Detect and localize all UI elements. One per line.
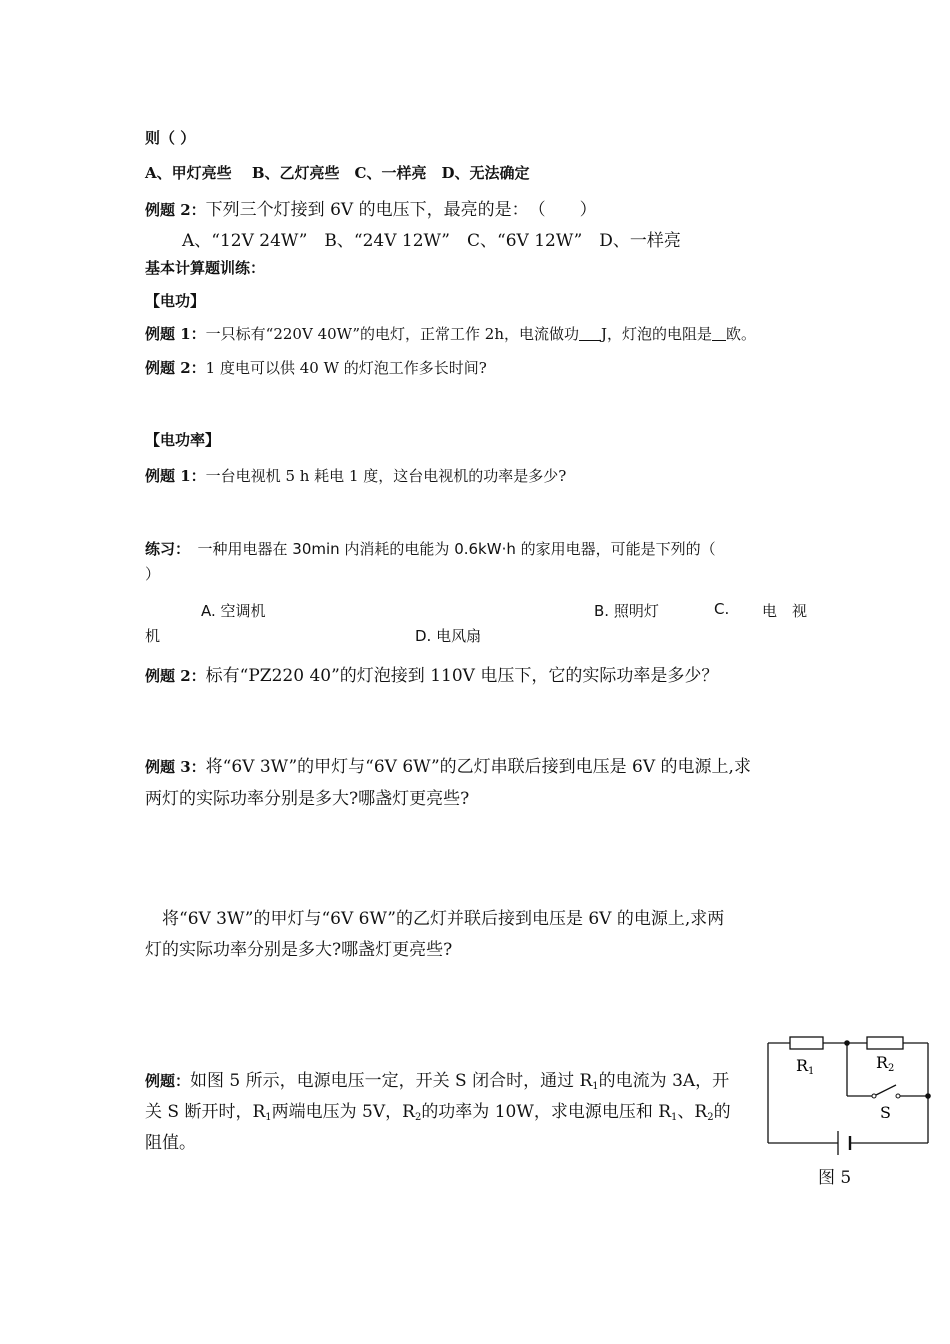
- example-text: 下列三个灯接到 6V 的电压下，最亮的是： （ ）: [205, 200, 597, 220]
- parallel-question: 将“6V 3W”的甲灯与“6V 6W”的乙灯并联后接到电压是 6V 的电源上,求两: [145, 909, 725, 929]
- subscript: 1: [592, 1081, 599, 1092]
- junction-dot: [844, 1040, 850, 1046]
- power-heading: 【电功率】: [145, 431, 221, 449]
- subscript: 1: [265, 1112, 272, 1123]
- junction-dot: [925, 1093, 931, 1099]
- answer-blank: [712, 326, 726, 341]
- power-example-1: [145, 465, 566, 486]
- switch-blade: [874, 1085, 896, 1096]
- answer-blank: [579, 326, 601, 341]
- power-example-3: [145, 752, 751, 777]
- problem-text: 关 S 断开时，R: [145, 1102, 266, 1122]
- example-label: 例题 1：: [145, 325, 206, 343]
- example-text: 一台电视机 5 h 耗电 1 度，这台电视机的功率是多少?: [205, 467, 567, 485]
- problem-text: 两端电压为 5V，R: [271, 1102, 415, 1122]
- example-label: 例题：: [145, 1072, 191, 1090]
- work-heading: 【电功】: [145, 292, 206, 310]
- circuit-problem-line-2: [145, 1097, 731, 1123]
- subscript: 2: [414, 1112, 422, 1123]
- example-label: 例题 3：: [145, 758, 206, 776]
- switch-contact: [896, 1094, 900, 1098]
- practice-label: 练习：: [145, 540, 183, 558]
- practice-close: ）: [145, 565, 161, 583]
- problem-text: 的: [713, 1102, 731, 1122]
- example-label: 例题 2：: [145, 201, 206, 219]
- option-c-tail: 机: [145, 627, 161, 645]
- parallel-question-cont: 灯的实际功率分别是多大?哪盏灯更亮些?: [145, 940, 453, 960]
- subscript: 2: [707, 1112, 714, 1123]
- example-text: 标有“PZ220 40”的灯泡接到 110V 电压下，它的实际功率是多少？: [205, 666, 719, 686]
- example-text: 欧。: [726, 325, 757, 343]
- brightness-options: A、甲灯亮些 B、乙灯亮些 C、一样亮 D、无法确定: [145, 164, 530, 182]
- resistor-r1: [790, 1037, 823, 1049]
- section-title: 基本计算题训练：: [145, 259, 266, 277]
- example-label: 例题 2：: [145, 667, 206, 685]
- problem-text: 如图 5 所示，电源电压一定，开关 S 闭合时，通过 R: [190, 1071, 593, 1091]
- work-example-2: [145, 357, 487, 378]
- practice-text: 一种用电器在 30min 内消耗的电能为 0.6kW·h 的家用电器，可能是下列的（: [182, 540, 716, 558]
- option-b: B. 照明灯: [594, 602, 659, 620]
- problem-text: 的电流为 3A，开: [598, 1071, 730, 1091]
- power-example-2: [145, 661, 718, 686]
- option-d: D. 电风扇: [415, 627, 482, 645]
- practice-question: [145, 538, 716, 559]
- example-2-choice: [145, 195, 597, 220]
- resistor-r2: [867, 1037, 903, 1049]
- example-label: 例题 2：: [145, 359, 206, 377]
- option-c-text: 电 视: [762, 602, 808, 620]
- switch-label: S: [880, 1103, 891, 1122]
- r1-label: R1: [796, 1056, 815, 1077]
- option-a: A. 空调机: [201, 602, 266, 620]
- switch-contact: [872, 1094, 876, 1098]
- problem-text: 、R: [677, 1102, 708, 1122]
- example-text: 1 度电可以供 40 W 的灯泡工作多长时间?: [205, 359, 487, 377]
- example-text: 将“6V 3W”的甲灯与“6V 6W”的乙灯串联后接到电压是 6V 的电源上,求: [205, 757, 751, 777]
- option-c: C.: [714, 600, 730, 618]
- question-end: 则（ ）: [145, 129, 196, 147]
- r2-label: R2: [876, 1053, 895, 1074]
- example-text: 一只标有“220V 40W”的电灯，正常工作 2h，电流做功: [205, 325, 579, 343]
- problem-text: 的功率为 10W，求电源电压和 R: [421, 1102, 672, 1122]
- circuit-diagram: [760, 1030, 940, 1160]
- circuit-problem-line-3: 阻值。: [145, 1133, 196, 1153]
- subscript: 1: [671, 1112, 678, 1123]
- figure-caption: 图 5: [818, 1168, 852, 1188]
- example-2-options: A、“12V 24W” B、“24V 12W” C、“6V 12W” D、一样亮: [182, 231, 681, 251]
- example-text: J，灯泡的电阻是: [601, 325, 713, 343]
- circuit-problem-line-1: [145, 1066, 729, 1092]
- power-example-3-cont: 两灯的实际功率分别是多大?哪盏灯更亮些?: [145, 789, 470, 809]
- example-label: 例题 1：: [145, 467, 206, 485]
- work-example-1: [145, 323, 756, 344]
